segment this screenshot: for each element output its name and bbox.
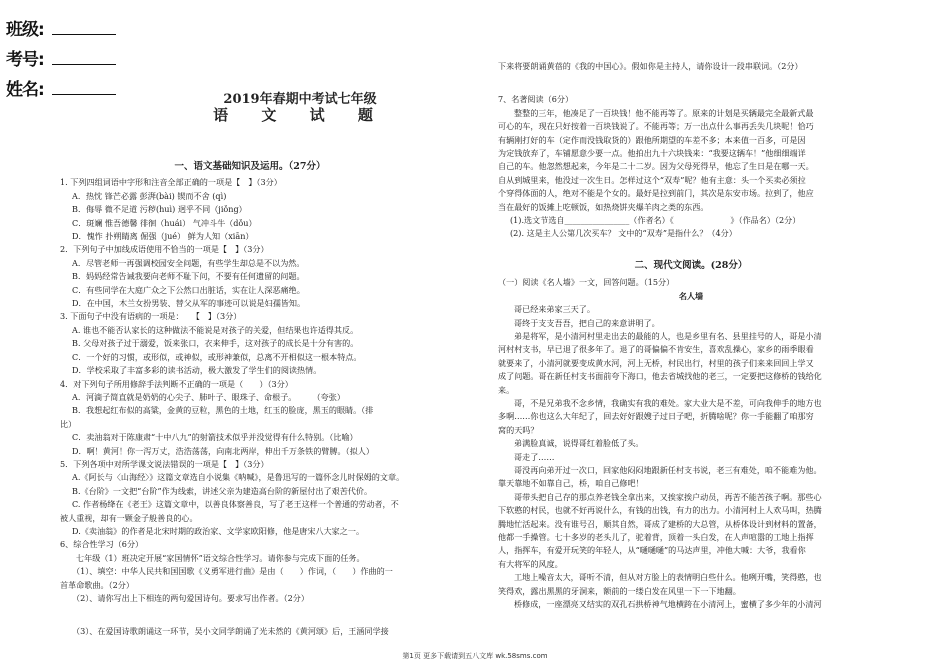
question-line: 4．对下列句子所用修辞手法判断不正确的一项是（ ）（3分） [60,378,293,389]
passage-line: 靠天靠地不如靠自己，桥，咱自己修吧！ [498,478,644,489]
passage-line: 自从到城里来，他没过一次生日。怎样过这个“双寿”呢？他有主意：头一个买卖必须拉 [498,174,806,185]
passage-line: 有大将军的风度。 [498,558,563,569]
left-column [60,160,440,639]
section-heading-2: 二、现代文阅读。(28分） [634,259,748,271]
passage-line: 整整的三年，他凑足了一百块钱！他不能再等了。原来的计划是买辆最完全最新式最 [514,107,814,118]
question-line: 7、名著阅读（6分） [498,94,574,105]
passage-line: 可心的车，现在只好按着一百块钱说了。不能再等；万一出点什么事再丢失几块呢！恰巧 [498,121,814,132]
right-column [498,60,884,611]
passage-line: 多啊……你也这么大年纪了，回去好好跟嫂子过日子吧，折腾啥呢？你一手能翻了咱那穷 [498,411,814,422]
option-line: A.《阿长与〈山海经〉》这篇文章选自小说集《呐喊》，是鲁迅写的一篇怀念儿时保姆的文章。 [72,472,405,483]
passage-line: 河村村支书，早已退了很多年了。退了的哥偏偏不肯安生，喜欢乱操心，家乡的雨季眼看 [498,344,814,355]
option-line: A．河滴子简直就是奶奶的心尖子、肺叶子、眼珠子、命根子。 （夸张） [72,391,345,402]
option-line: D．啊！黄河！你一泻万丈，浩浩荡荡，向南北两岸，伸出千万条铁的臂膊。（拟人） [72,445,374,456]
option-line: D．在中国，木兰女扮男装、替父从军的事迹可以说是妇孺皆知。 [72,298,306,309]
option-line: A．热忱 锋芒必露 彭湃(bài) 锲而不舍 (qì) [72,190,227,201]
option-line: C．有些同学在大庭广众之下公然口出脏话，实在让人深恶痛绝。 [72,284,305,295]
question-line: 6、综合性学习（6分） [60,539,144,550]
option-line: C. 作者杨绛在《老王》这篇文章中，以善良体察善良，写了老王这样一个普通的劳动者，不 [72,499,399,510]
passage-line: 当在最好的饭摊上吃顿饭，如热烧饼夹爆羊肉之类的东西。 [498,201,709,212]
passage-line: 他都一手操管。七十多岁的老头儿了，驼着背，顶着一头白发，在人声喧嚣的工地上指挥 [498,532,814,542]
question-line: 1. 下列四组词语中字形和注音全部正确的一项是【 】（3分） [60,177,282,188]
option-line: A．尽管老师一再强调校园安全问题，有些学生却总是不以为然。 [72,257,305,268]
section-heading-1: 一、语文基础知识及运用。（27分） [174,161,326,172]
option-line: D．愧怍 扑朔睛离 倔强（jué） 鲜为人知（xiān） [72,231,254,242]
question-line: (2). 这是主人公第几次买车？ 文中的“双寿”是指什么？（4分） [510,228,737,239]
option-line: D．学校采取了丰富多彩的读书活动，极大激发了学生们的阅读热情。 [72,365,322,376]
passage-line: 为定钱放弃了，车铺愿意少要一点。他拍出九十六块钱来：“我要这辆车！”他细细端详 [498,148,806,159]
task-line: （2）、请你写出上下相连的两句爱国诗句。要求写出作者。（2分） [72,593,309,603]
option-line: C．一个好的习惯，或形似，或神似，或形神兼似，总离不开相似这一根本特点。 [72,351,362,362]
class-field[interactable] [6,12,116,40]
passage-line: 哥带头把自己存的那点养老钱全拿出来，又挨家挨户动员，再苦不能苦孩子啊。那些心 [514,491,822,502]
exam-no-blank[interactable] [52,64,116,65]
name-label: 姓名: [6,80,44,100]
task-line: 七年级（1）班决定开展“家国情怀”语文综合性学习。请你参与完成下面的任务。 [76,552,365,563]
name-blank[interactable] [52,94,116,95]
option-line: B．侮辱 微不足道 污秽(huì) 迥乎不同（jiǒng） [72,204,247,215]
passage-line: 哥没再向弟开过一次口，回家他闷闷地跟新任村支书说，老三有难处，咱不能难为他。 [514,464,822,475]
task-line: 首革命歌曲。（2分） [60,579,134,590]
question-line: 2．下列句子中加线成语使用不恰当的一项是【 】（3分） [60,244,269,255]
exam-title: 2019年春期中考试七年级 [223,92,377,107]
question-line: (1).选文节选自________________（作者名）《 》（作品名）（2分） [510,215,801,226]
option-line: A. 谁也不能否认家长的这种做法不能说是对孩子的关爱，但结果也许适得其反。 [72,324,359,335]
option-line: 比） [60,418,77,429]
passage-line: 腾地忙活起来。没有谁号召，顺其自然，哥成了建桥的大总管，从桥体设计到材料的置备， [498,518,822,529]
class-label: 班级: [6,20,44,40]
passage-intro: （一）阅读《名人墙》一文，回答问题。（15分） [498,277,675,288]
passage-line: 有辆刚打好的车（定作而没钱取货的）跟他所期望的车差不多；本来值一百多，可是因 [498,134,806,145]
option-line: B. 父母对孩子过于溺爱，饭来张口，衣来伸手，这对孩子的成长是十分有害的。 [72,338,359,349]
passage-line: 弟是将军，是小清河村里走出去的最能的人，也是乡里有名、县里挂号的人，哥是小清 [514,330,822,341]
passage-line: 就要来了，小清河就要变成黄水河，河上无桥，村民出行，村里的孩子们来来回回上学又 [498,357,814,368]
passage-line: 桥修成，一座漂亮又结实的双孔石拱桥神气地横跨在小清河上，蜜横了多少年的小清河 [514,599,822,610]
option-line: C．斑斓 惟吾德馨 徘徊（huái） 气冲斗牛（dǒu） [72,217,257,228]
task-line: （1）、填空：中华人民共和国国歌《义勇军进行曲》是由（ ）作词，（ ）作曲的一 [72,566,393,577]
passage-line: 哥走了…… [514,451,555,462]
text-line: 下来将要朗诵黄蓓的《我的中国心》。假如你是主持人，请你设计一段串联词。（2分） [498,61,803,71]
name-field[interactable] [6,72,116,100]
question-line: 5．下列各项中对所学课文说法错误的一项是【 】（3分） [60,458,269,469]
class-blank[interactable] [52,34,116,35]
option-line: B．我想起红布似的高粱，金黄的豆粒，黑色的土地，红玉的脸庞，黑玉的眼睛。（排 [72,405,374,416]
passage-line: 个穿得体面的人，绝对不能是个女的。最好是拉到前门，其次是东安市场。拉到了，他应 [498,188,814,199]
passage-line: 弟满脸真诚，说得哥红着脸低了头。 [514,438,644,449]
option-line: 被人重视，却有一颗金子般善良的心。 [60,512,198,523]
passage-title: 名人墙 [678,290,704,301]
passage-line: 工地上噪音太大，哥听不清，但从对方脸上的表情明白些什么。他咧开嘴，笑得憨，也 [514,572,822,583]
option-line: B．妈妈经常告诫我要向老师不耻下问，不要有任何遗留的问题。 [72,271,305,282]
passage-line: 下软憨的村民，也就不好再说什么，有钱的出钱，有力的出力。小清河村上人欢马叫，热腾 [498,505,822,516]
passage-line: 自己的车。他忽然想起来，今年是二十二岁。因为父母死得早，他忘了生日是在哪一天。 [498,161,814,172]
question-line: 3. 下面句子中没有语病的一项是： 【 】（3分） [60,311,242,322]
passage-line: 哥已经来弟家三天了。 [514,304,595,315]
passage-line: 来。 [498,384,515,395]
page-footer: 第1页 更多下载请到五八文库 wk.58sms.com [402,652,548,660]
option-line: C．卖油翁对于陈康肃“十中八九”的射箭技术似乎并没觉得有什么特别。（比喻） [72,432,358,443]
passage-line: 哥，不是兄弟我不念乡情，我确实有我的难处。家大业大是不差，可向我伸手的地方也 [514,397,822,408]
passage-line: 笑得欢，露出黑黑的牙洞来，额前的一缕白发在风里一下一下地翻。 [498,585,741,596]
subject-title: 语 文 试 题 [213,106,387,124]
option-line: B.《台阶》一文把“台阶”作为线索，讲述父亲为建造高台阶的新屋付出了艰苦代价。 [72,485,373,496]
passage-line: 成了问题。哥在新任村支书面前夸下海口，他去省城找他的老三，一定要把这修桥的钱给化 [498,371,822,382]
option-line: D.《卖油翁》的作者是北宋时期的政治家、文学家欧阳修，他是唐宋八大家之一。 [72,525,365,536]
passage-line: 窝的天吗？ [498,424,539,435]
passage-line: 哥终于支支吾吾，把自己的来意讲明了。 [514,317,660,328]
task-line: （3）、在爱国诗歌朗诵这一环节，吴小文同学朗诵了光未然的《黄河颂》后，王涵同学接 [72,626,389,637]
student-info-block [6,12,116,102]
exam-no-field[interactable] [6,42,116,70]
exam-no-label: 考号: [6,50,44,70]
passage-line: 人，指挥车，有爱开玩笑的年轻人，从“嗵嗵嗵”的马达声里，冲他大喊：大爷，我看你 [498,545,806,556]
